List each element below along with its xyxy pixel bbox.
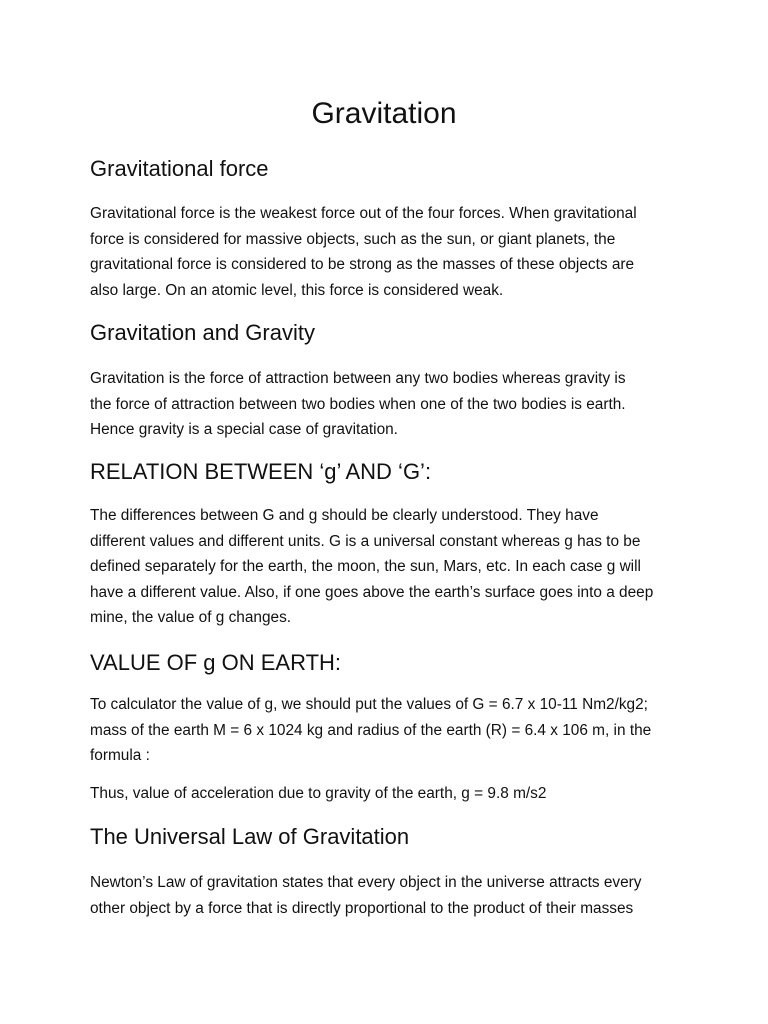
text-line: formula : xyxy=(90,747,150,764)
paragraph-gravitational-force xyxy=(90,201,680,303)
text-line: Newton’s Law of gravitation states that every object in the universe attracts every xyxy=(90,874,642,891)
text-line: also large. On an atomic level, this force is considered weak. xyxy=(90,281,504,299)
text-line: have a different value. Also, if one goes above the earth’s surface goes into a deep xyxy=(90,583,654,601)
paragraph-universal-law xyxy=(90,870,680,921)
text-line: Gravitational force is the weakest force out of the four forces. When gravitational xyxy=(90,205,637,222)
paragraph-relation-g-and-g xyxy=(90,503,680,631)
text-line: The differences between G and g should be clearly understood. They have xyxy=(90,507,599,524)
text-line: Hence gravity is a special case of gravitation. xyxy=(90,421,398,438)
paragraph-gravitation-and-gravity xyxy=(90,366,680,443)
text-line: To calculator the value of g, we should put the values of G = 6.7 x 10-11 Nm2/kg2; xyxy=(90,696,648,713)
section-heading-value-of-g-on-earth: VALUE OF g ON EARTH: xyxy=(90,650,342,675)
paragraph-value-of-g-formula xyxy=(90,692,680,769)
text-line: other object by a force that is directly proportional to the product of their masses xyxy=(90,899,634,917)
text-line: Thus, value of acceleration due to gravity of the earth, g = 9.8 m/s2 xyxy=(90,785,547,802)
text-line: mine, the value of g changes. xyxy=(90,609,292,626)
section-heading-universal-law: The Universal Law of Gravitation xyxy=(90,824,410,849)
document-title: Gravitation xyxy=(311,97,457,130)
section-heading-relation-g-and-g: RELATION BETWEEN ‘g’ AND ‘G’: xyxy=(90,459,432,484)
text-line: mass of the earth M = 6 x 1024 kg and radius of the earth (R) = 6.4 x 106 m, in the xyxy=(90,721,652,739)
text-line: defined separately for the earth, the moon, the sun, Mars, etc. In each case g will xyxy=(90,558,641,575)
text-line: force is considered for massive objects, such as the sun, or giant planets, the xyxy=(90,230,616,248)
text-line: Gravitation is the force of attraction between any two bodies whereas gravity is xyxy=(90,370,626,387)
section-heading-gravitational-force: Gravitational force xyxy=(90,156,269,181)
section-heading-gravitation-and-gravity: Gravitation and Gravity xyxy=(90,320,315,345)
text-line: gravitational force is considered to be strong as the masses of these objects are xyxy=(90,256,635,273)
text-line: the force of attraction between two bodies when one of the two bodies is earth. xyxy=(90,395,626,413)
text-line: different values and different units. G is a universal constant whereas g has to be xyxy=(90,532,641,550)
paragraph-value-of-g-result xyxy=(90,781,680,807)
